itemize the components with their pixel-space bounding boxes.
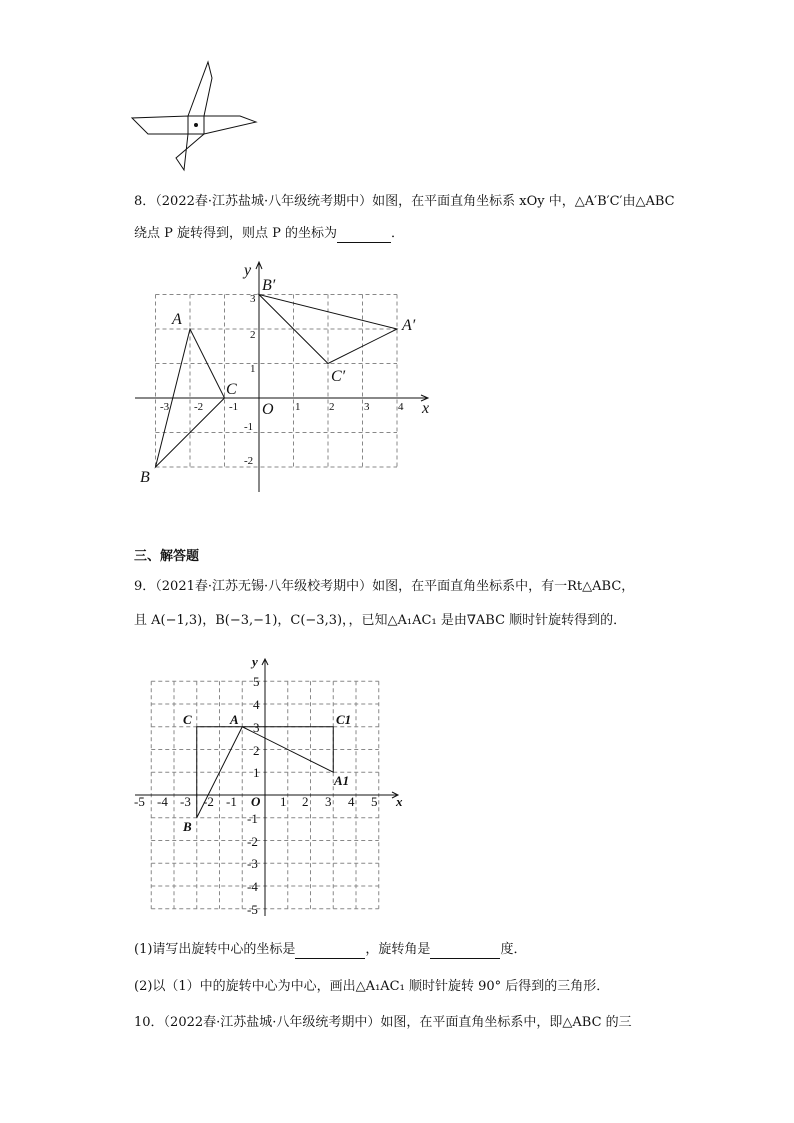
q9-graph (130, 652, 410, 924)
q8-xtick: 3 (364, 401, 370, 413)
q8-line1 (134, 193, 675, 211)
q8-y-axis-label: y (244, 262, 252, 279)
q9-ytick: 3 (253, 720, 260, 735)
q8-xtick: 4 (398, 401, 404, 413)
q9-xtick: 2 (302, 794, 309, 809)
q9-part1 (134, 941, 526, 959)
q8-label-a: A (172, 311, 182, 328)
q9-xtick: -3 (180, 794, 191, 809)
q9-text-b: 且 A(−1,3)，B(−3,−1)，C(−3,3)，，已知△A₁AC₁ 是由∇ABC 顺时针旋转得到的． (134, 613, 627, 628)
q9-text-a: 如图，在平面直角坐标系中，有一Rt△ABC， (372, 579, 635, 594)
q9-xtick: 4 (348, 794, 355, 809)
q8-label-a-prime: A′ (402, 317, 416, 334)
q9-ytick: 2 (253, 743, 260, 758)
q9-ytick: 5 (253, 674, 260, 689)
q8-xtick: 2 (329, 401, 335, 413)
q10-text-a: 如图，在平面直角坐标系中，即△ABC 的三 (380, 1015, 632, 1030)
pinwheel-blade-left (132, 116, 188, 134)
q8-ytick: -2 (244, 455, 254, 467)
q9-part1-b: ，旋转角是 (365, 942, 431, 957)
pinwheel-blade-top (188, 62, 212, 116)
q10-number: 10． (134, 1015, 164, 1030)
q8-answer-blank[interactable] (337, 228, 391, 243)
q9-x-axis-label: x (396, 794, 403, 809)
q8-text-a: 如图，在平面直角坐标系 xOy 中，△A′B′C′由△ABC (372, 194, 675, 209)
q8-origin-label: O (262, 401, 274, 418)
q10-source: （2022春·江苏盐城·八年级统考期中） (163, 1015, 381, 1030)
q8-ytick: -1 (244, 421, 254, 433)
q8-xtick: -1 (229, 401, 239, 413)
q8-text-b: 绕点 P 旋转得到，则点 P 的坐标为 (134, 226, 338, 241)
q8-text-end: ． (391, 226, 405, 241)
q8-number: 8． (134, 194, 156, 209)
pinwheel-blade-bottom (176, 134, 204, 170)
q8-ytick: 2 (250, 329, 256, 341)
section-title: 三、解答题 (134, 549, 200, 564)
q8-label-c-prime: C′ (331, 368, 346, 385)
q9-ytick: -2 (247, 834, 258, 849)
q8-xtick: -2 (194, 401, 204, 413)
q8-xtick: 1 (295, 401, 301, 413)
q9-line1 (134, 578, 634, 596)
pinwheel-figure (128, 58, 263, 176)
q9-y-axis-label: y (252, 654, 258, 669)
q8-ytick: 1 (250, 363, 256, 375)
q9-ytick: 1 (253, 765, 260, 780)
q9-ytick: 4 (253, 697, 260, 712)
q8-line2 (134, 225, 404, 243)
q9-part2 (134, 978, 609, 996)
q9-line2 (134, 612, 626, 630)
q9-label-c: C (183, 712, 192, 727)
q10-line1 (134, 1014, 632, 1032)
q9-xtick: -5 (134, 794, 145, 809)
q9-angle-blank[interactable] (430, 944, 500, 959)
q9-ytick: -1 (247, 811, 258, 826)
pinwheel-center-dot (194, 123, 198, 127)
q9-xtick: 3 (325, 794, 332, 809)
q8-x-axis-label: x (422, 400, 430, 417)
q9-xtick: -4 (157, 794, 168, 809)
q9-label-b: B (183, 819, 192, 834)
q9-label-c1: C1 (336, 712, 352, 727)
q9-part2-text: (2)以（1）中的旋转中心为中心，画出△A₁AC₁ 顺时针旋转 90° 后得到的三角形． (134, 979, 610, 994)
q8-label-c: C (226, 381, 237, 398)
pinwheel-blade-right (204, 116, 256, 134)
q8-source: （2022春·江苏盐城·八年级统考期中） (155, 194, 373, 209)
q8-graph (135, 255, 445, 495)
q9-xtick: 1 (280, 794, 287, 809)
q9-part1-c: 度． (500, 942, 527, 957)
q8-label-b-prime: B′ (262, 277, 276, 294)
q8-label-b: B (140, 469, 150, 486)
q9-xtick: -1 (226, 794, 237, 809)
q9-xtick: 5 (371, 794, 378, 809)
q9-number: 9． (134, 579, 156, 594)
q9-origin-label: O (251, 794, 261, 809)
q9-ytick: -5 (247, 902, 258, 917)
q9-label-a: A (230, 712, 239, 727)
q9-part1-a: (1)请写出旋转中心的坐标是 (134, 942, 296, 957)
q9-ytick: -4 (247, 879, 258, 894)
q9-center-blank[interactable] (295, 944, 365, 959)
q9-label-a1: A1 (334, 773, 350, 788)
q9-ytick: -3 (247, 856, 258, 871)
q8-ytick: 3 (250, 293, 256, 305)
q9-source: （2021春·江苏无锡·八年级校考期中） (155, 579, 373, 594)
q9-xtick: -2 (203, 794, 214, 809)
q8-xtick: -3 (160, 401, 170, 413)
